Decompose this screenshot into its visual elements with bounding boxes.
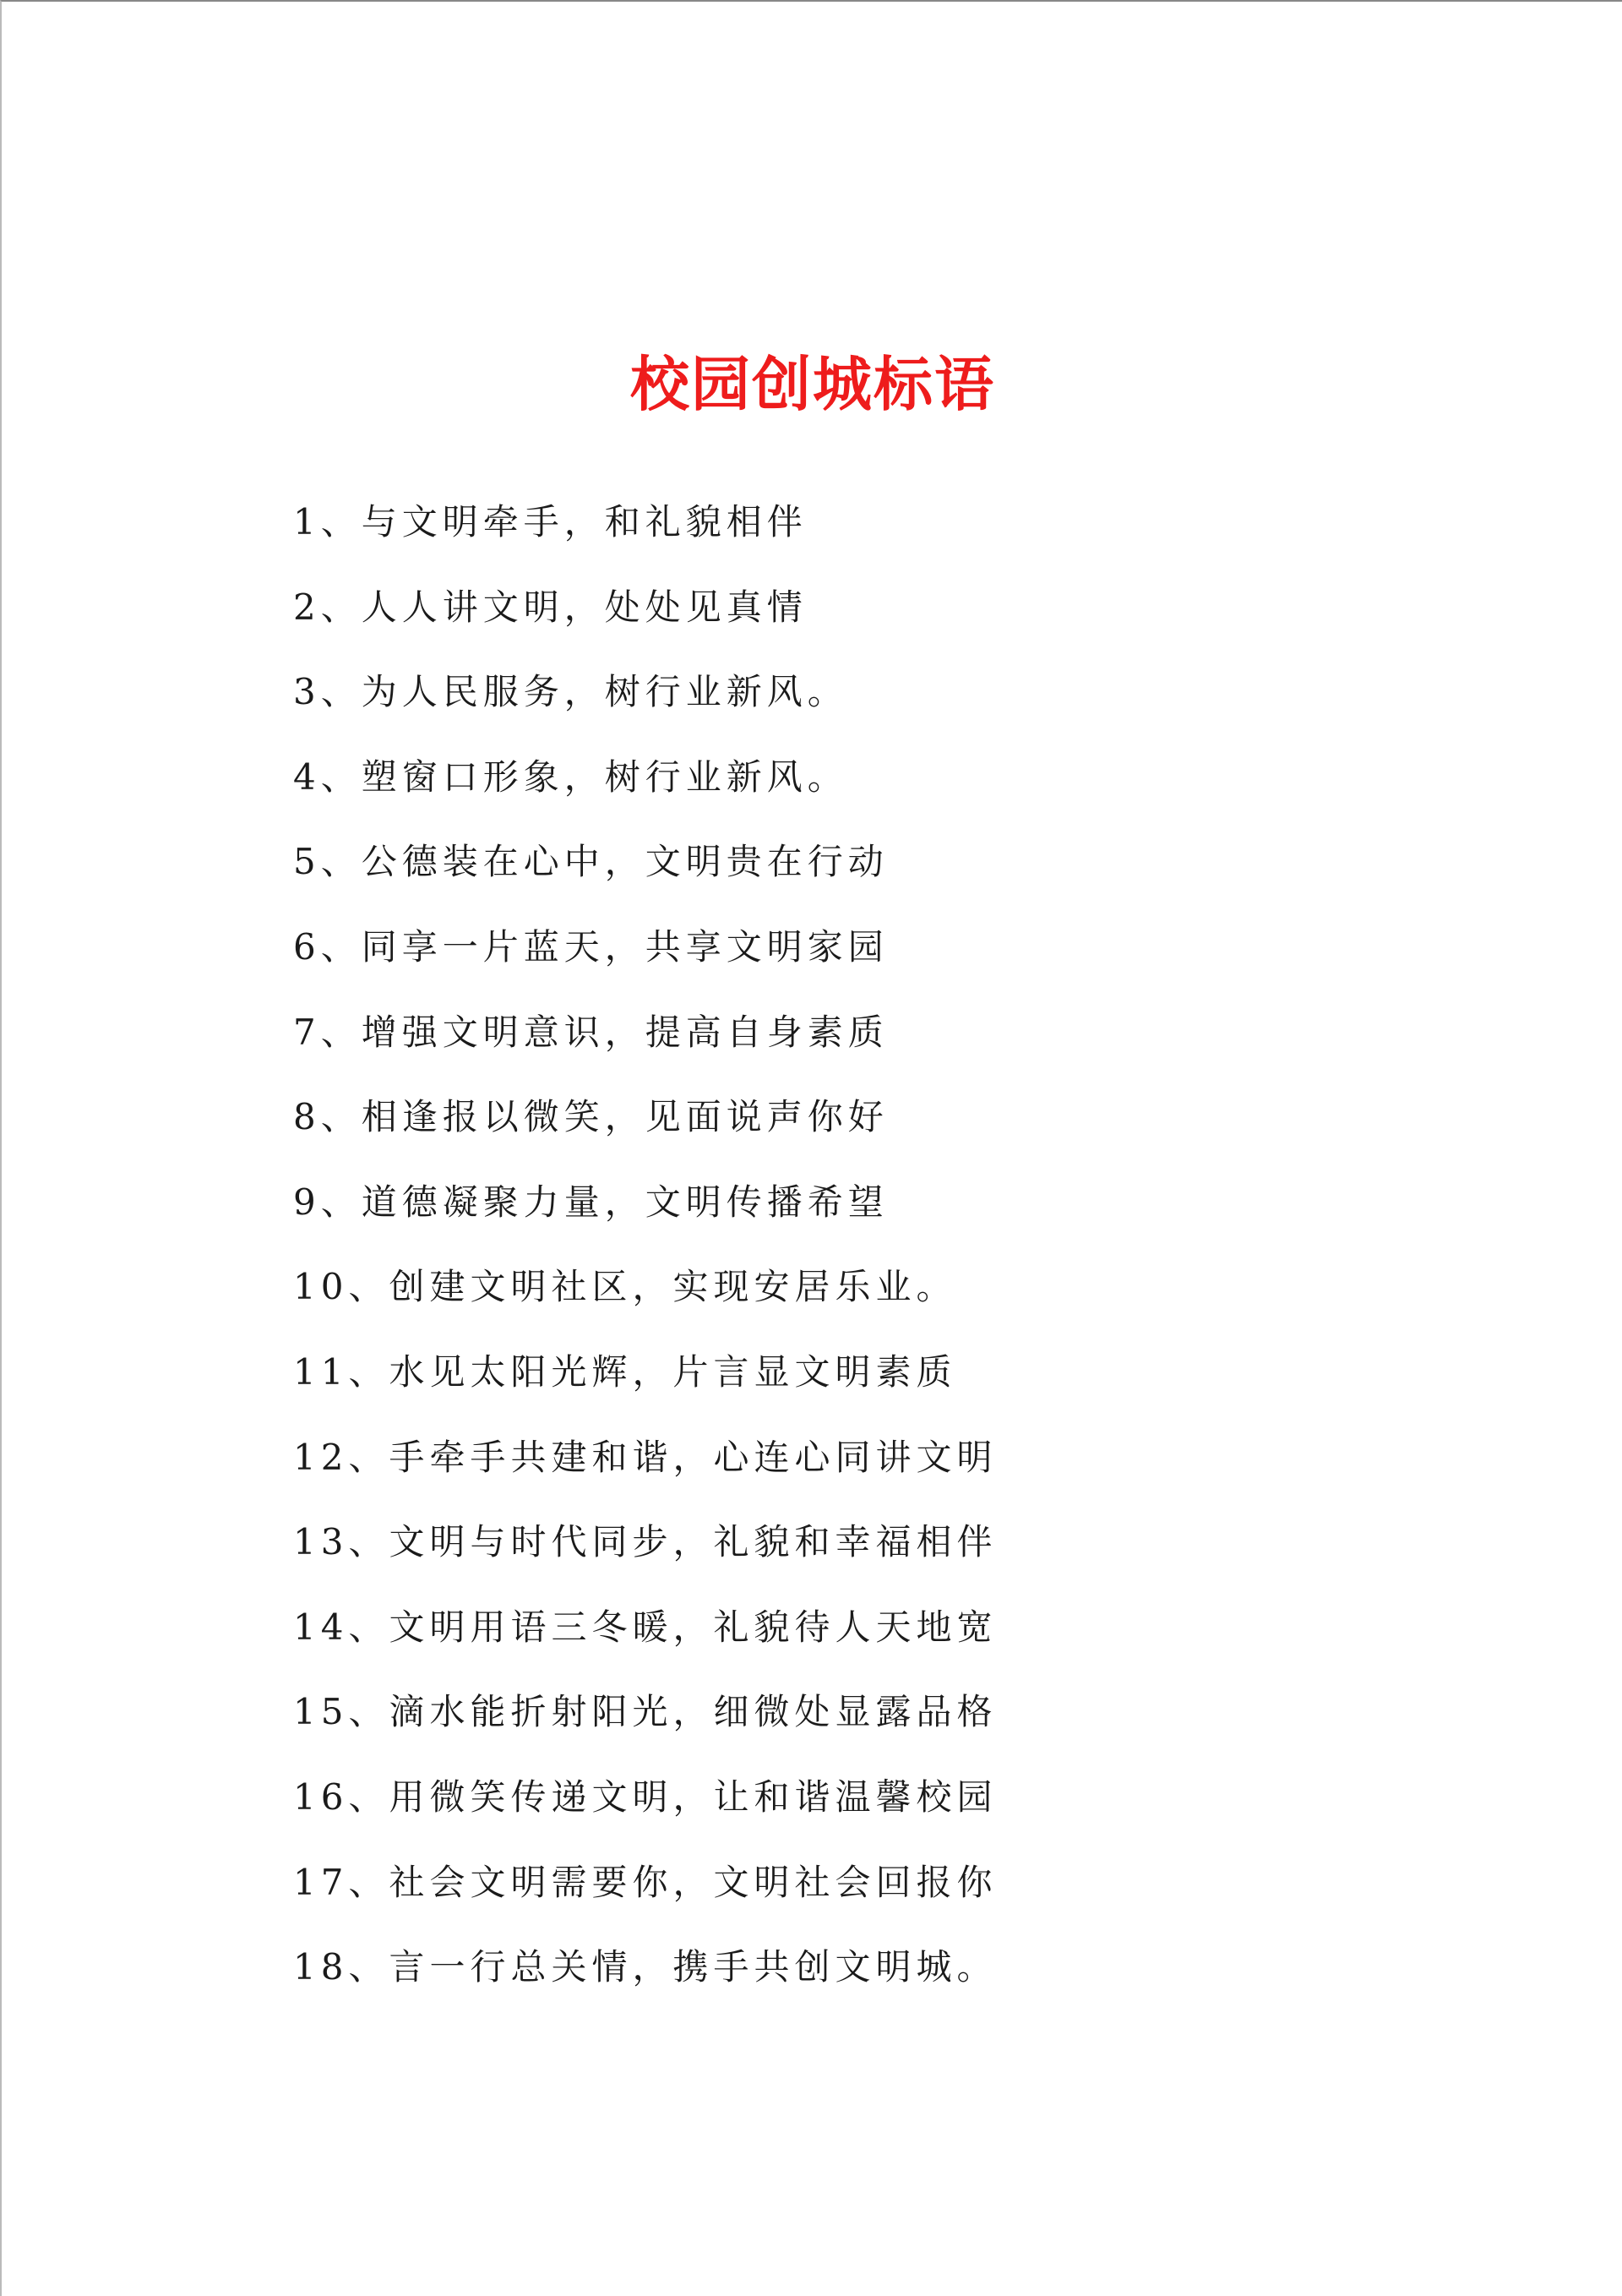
slogan-item: 16、用微笑传递文明，让和谐温馨校园 [293,1775,998,1818]
slogan-item: 7、增强文明意识，提高自身素质 [293,1011,889,1053]
slogan-list [293,492,997,2022]
slogan-item: 4、塑窗口形象，树行业新风。 [293,755,848,798]
slogan-item: 8、相逢报以微笑，见面说声你好 [293,1096,889,1138]
slogan-item: 12、手牵手共建和谐，心连心同讲文明 [293,1436,998,1478]
slogan-item: 5、公德装在心中，文明贵在行动 [293,841,889,883]
slogan-item: 18、言一行总关情，携手共创文明城。 [293,1946,998,1988]
slogan-item: 6、同享一片蓝天，共享文明家园 [293,925,889,968]
slogan-item: 1、与文明牵手，和礼貌相伴 [293,501,808,543]
slogan-item: 15、滴水能折射阳光，细微处显露品格 [293,1691,998,1733]
page-title: 校园创城标语 [630,349,995,419]
slogan-item: 17、社会文明需要你，文明社会回报你 [293,1861,998,1903]
slogan-item: 9、道德凝聚力量，文明传播希望 [293,1181,889,1223]
slogan-item: 13、文明与时代同步，礼貌和幸福相伴 [293,1521,998,1563]
slogan-item: 2、人人讲文明，处处见真情 [293,586,808,628]
slogan-item: 3、为人民服务，树行业新风。 [293,671,848,713]
slogan-item: 11、水见太阳光辉，片言显文明素质 [293,1350,957,1393]
slogan-item: 10、创建文明社区，实现安居乐业。 [293,1266,957,1308]
slogan-item: 14、文明用语三冬暖，礼貌待人天地宽 [293,1606,998,1648]
